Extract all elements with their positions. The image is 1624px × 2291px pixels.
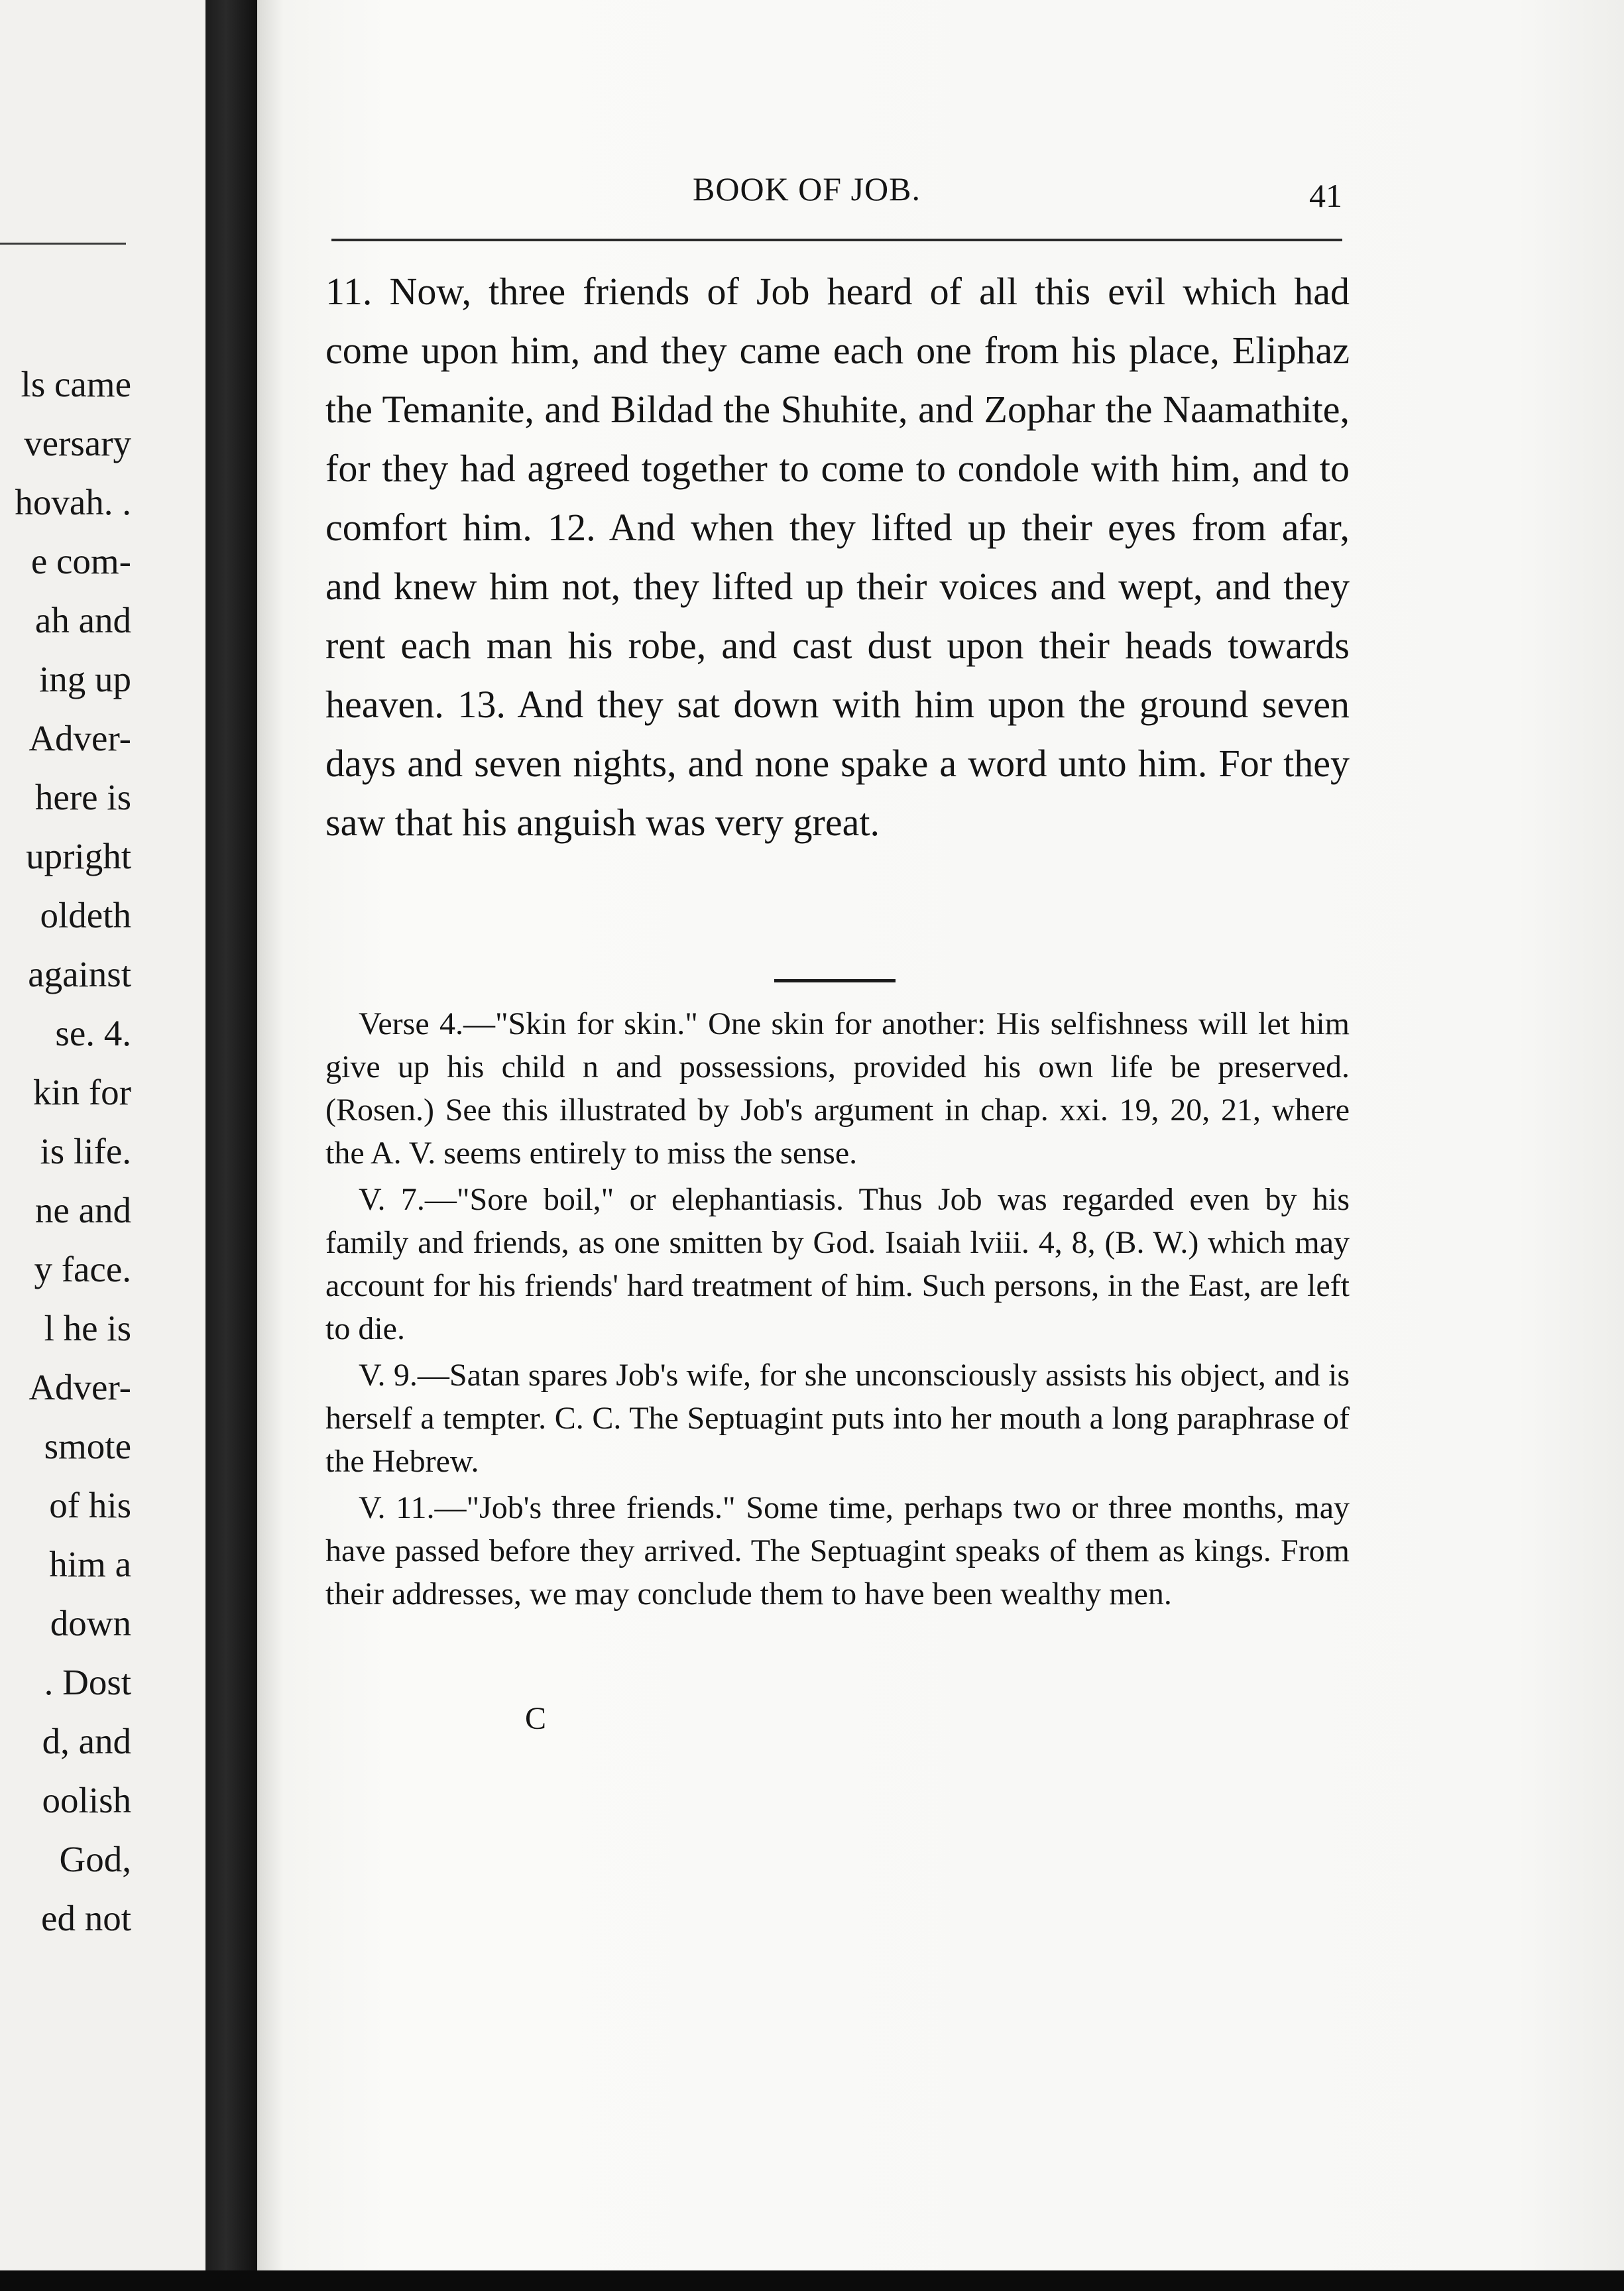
facing-page-line: is life. <box>40 1131 131 1171</box>
facing-page-line: d, and <box>42 1721 131 1761</box>
facing-page-line: ed not <box>41 1898 131 1938</box>
facing-page-rule <box>0 243 126 245</box>
signature-mark: C <box>525 1701 547 1736</box>
note-verse-7: V. 7.—"Sore boil," or elephantiasis. Thus Job was regarded even by his family and friends, as one smitten by God. Isaiah lviii. 4, 8, (B. W.) which may account for his friends' hard treatment of him. Such persons, in the East, are left to die. <box>325 1182 1350 1346</box>
facing-page-line: versary <box>24 423 131 463</box>
facing-page-line: oolish <box>42 1780 131 1820</box>
body-paragraph: 11. Now, three friends of Job heard of all this evil which had come upon him, and they came each one from his place, Eliphaz the Temanite, and Bildad the Shuhite, and Zophar the Naamathite, for they had agreed together to come to condole with him, and to comfort him. 12. And when they lifted up their eyes from afar, and knew him not, they lifted up their voices and wept, and they rent each man his robe, and cast dust upon their heads towards heaven. 13. And they sat down with him upon the ground seven days and seven nights, and none spake a word unto him. For they saw that his anguish was very great. <box>325 270 1350 844</box>
book-gutter <box>205 0 257 2270</box>
facing-page-line: here is <box>34 777 131 817</box>
facing-page-line: kin for <box>32 1072 131 1112</box>
facing-page-line: upright <box>26 836 131 876</box>
running-header: BOOK OF JOB. <box>693 170 921 207</box>
facing-page-line: down <box>50 1603 131 1643</box>
facing-page-line: ne and <box>34 1190 131 1230</box>
facing-page-line: se. 4. <box>55 1013 131 1053</box>
facing-page-line: y face. <box>34 1249 131 1289</box>
facing-page-line: him a <box>49 1544 131 1584</box>
footnotes <box>325 1002 1350 1619</box>
facing-page-line: e com- <box>30 541 131 581</box>
scan-border <box>0 2270 1624 2291</box>
facing-page-line: ah and <box>34 600 131 640</box>
facing-page-line: hovah. . <box>15 482 131 522</box>
section-divider <box>774 979 896 982</box>
header-rule <box>331 239 1342 241</box>
note-verse-9: V. 9.—Satan spares Job's wife, for she unconsciously assists his object, and is herself a tempter. C. C. The Septuagint puts into her mouth a long paraphrase of the Hebrew. <box>325 1358 1350 1479</box>
facing-page-line: of his <box>49 1485 131 1525</box>
facing-page-line: oldeth <box>40 895 131 935</box>
note-verse-4: Verse 4.—"Skin for skin." One skin for another: His selfishness will let him give up his child n and possessions, provided his own life be preserved. (Rosen.) See this illustrated by Job's argument in chap. xxi. 19, 20, 21, where the A. V. seems entirely to miss the sense. <box>325 1006 1350 1171</box>
facing-page-line: . Dost <box>44 1662 131 1702</box>
page-number: 41 <box>1309 177 1342 214</box>
facing-page-line: against <box>28 954 131 994</box>
facing-page-line: smote <box>44 1426 131 1466</box>
facing-page-line: God, <box>59 1839 131 1879</box>
facing-page-line: ing up <box>38 659 131 699</box>
facing-page-line: Adver- <box>29 1367 131 1407</box>
facing-page-line: ls came <box>21 364 131 404</box>
facing-page-fragment <box>0 0 205 2270</box>
facing-page-line: Adver- <box>29 718 131 758</box>
facing-page-line: l he is <box>44 1308 131 1348</box>
note-verse-11: V. 11.—"Job's three friends." Some time, perhaps two or three months, may have passed before they arrived. The Septuagint speaks of them as kings. From their addresses, we may conclude them to have been wealthy men. <box>325 1490 1350 1612</box>
